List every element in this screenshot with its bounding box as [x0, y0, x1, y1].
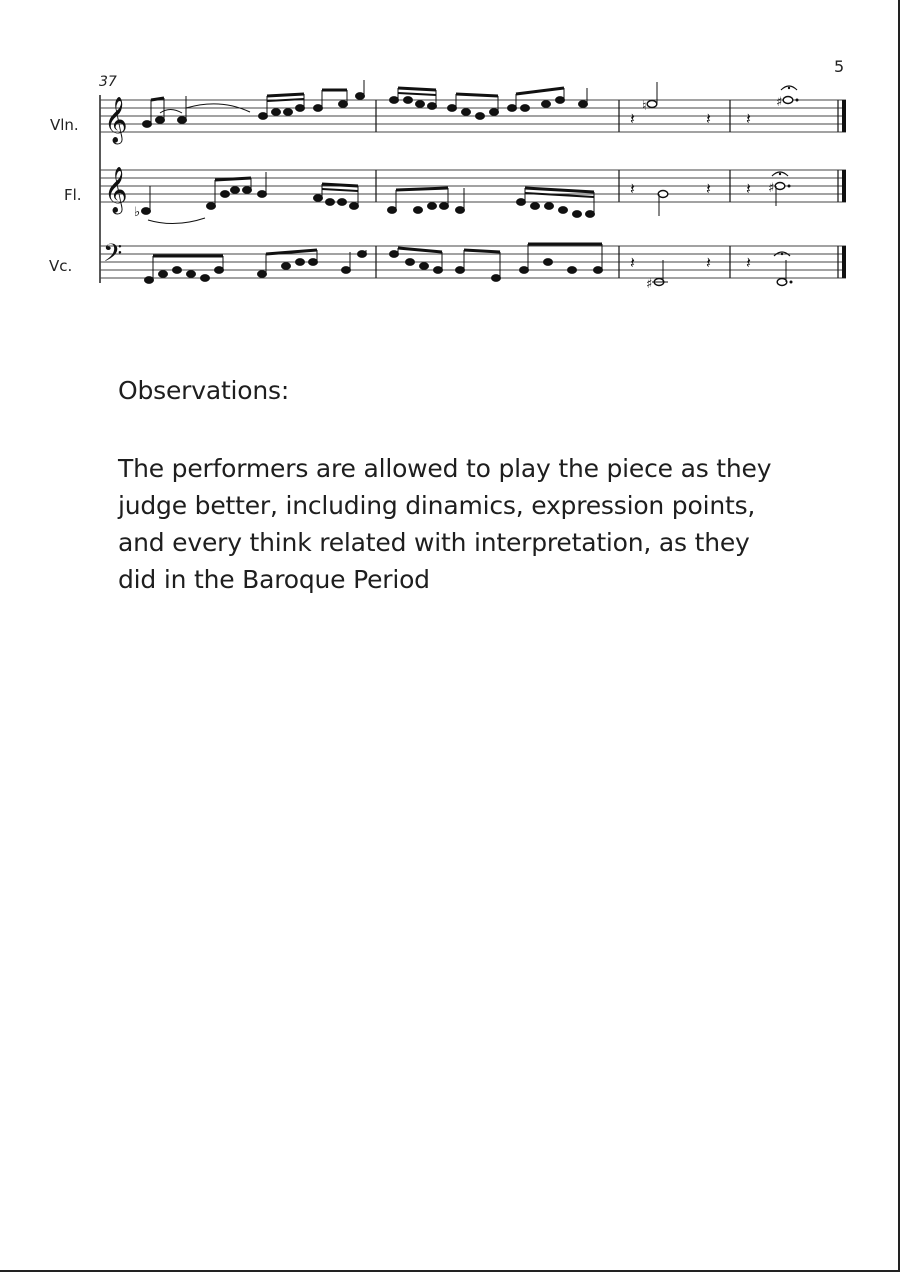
svg-text:♯: ♯ — [646, 277, 653, 292]
observations-heading: Observations: — [118, 376, 290, 405]
bass-clef-cello: 𝄢 — [103, 239, 123, 274]
page-number: 5 — [834, 57, 845, 76]
observations-line: and every think related with interpretation, as they — [118, 528, 750, 557]
observations-body — [118, 450, 798, 598]
svg-text:♮: ♮ — [642, 99, 647, 114]
svg-text:𝄽: 𝄽 — [630, 179, 635, 198]
svg-text:𝄽: 𝄽 — [706, 179, 711, 198]
svg-text:♭: ♭ — [134, 205, 141, 220]
violin-notes — [143, 80, 799, 128]
observations-line: The performers are allowed to play the piece as they — [118, 454, 772, 483]
svg-text:𝄽: 𝄽 — [630, 109, 635, 128]
svg-text:𝄽: 𝄽 — [630, 253, 635, 272]
instrument-label-flute: Fl. — [64, 186, 82, 204]
svg-text:𝄽: 𝄽 — [706, 253, 711, 272]
instrument-label-violin: Vln. — [50, 116, 79, 134]
svg-text:𝄽: 𝄽 — [746, 109, 751, 128]
cello-notes — [145, 244, 793, 292]
svg-text:𝄽: 𝄽 — [746, 179, 751, 198]
staff-flute — [100, 170, 846, 202]
instrument-label-cello: Vc. — [49, 257, 73, 275]
music-score — [0, 0, 900, 320]
svg-text:𝄽: 𝄽 — [706, 109, 711, 128]
staff-violin — [100, 100, 846, 132]
svg-text:𝄽: 𝄽 — [746, 253, 751, 272]
observations-line: did in the Baroque Period — [118, 565, 430, 594]
treble-clef-violin: 𝄞 — [104, 97, 128, 143]
measure-number: 37 — [99, 74, 117, 90]
flute-notes — [134, 172, 791, 224]
observations-line: judge better, including dinamics, expression points, — [118, 491, 756, 520]
svg-text:♯: ♯ — [768, 181, 775, 196]
svg-text:♯: ♯ — [776, 95, 783, 110]
treble-clef-flute: 𝄞 — [104, 167, 128, 213]
observations-section — [118, 372, 798, 598]
